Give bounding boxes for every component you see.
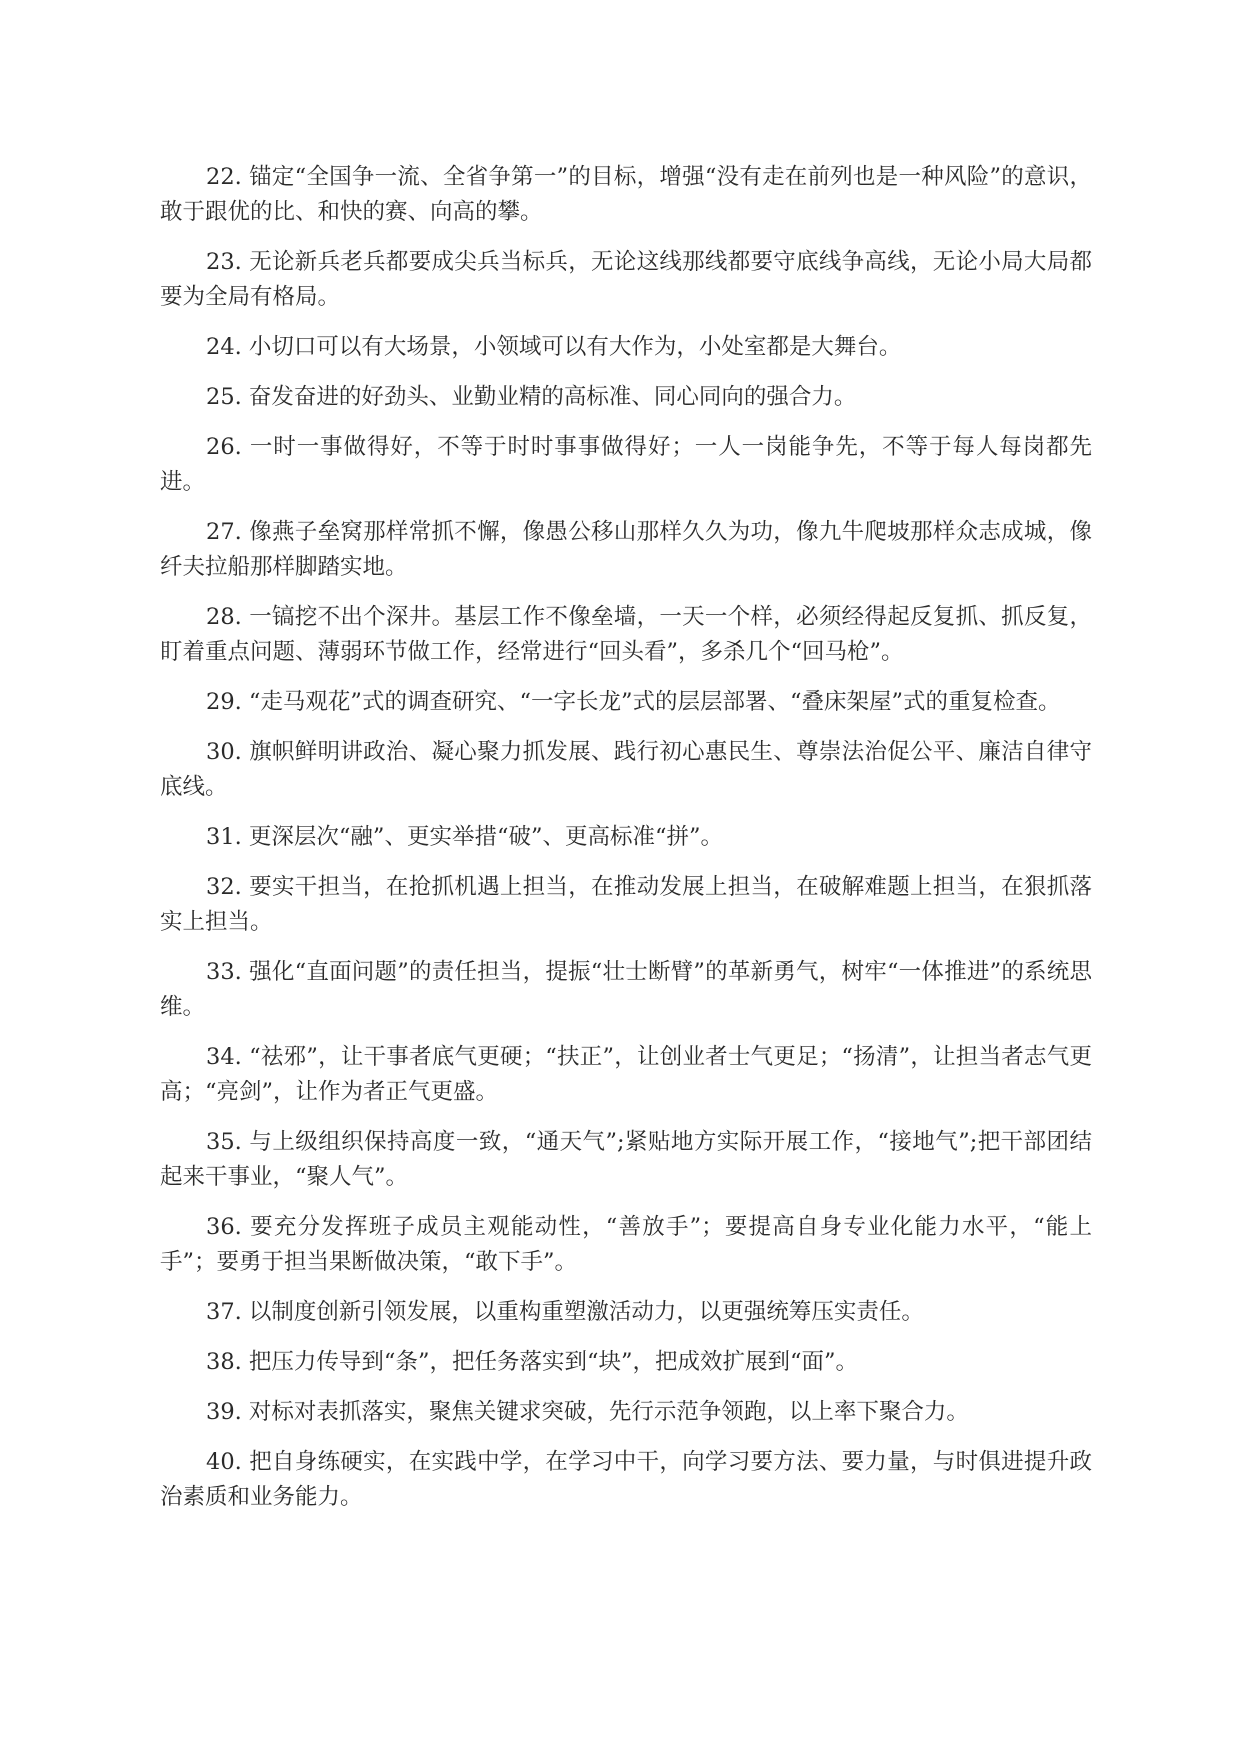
paragraph-30: 30. 旗帜鲜明讲政治、凝心聚力抓发展、践行初心惠民生、尊崇法治促公平、廉洁自律守底线。 (160, 739, 1092, 800)
paragraph-37: 37. 以制度创新引领发展，以重构重塑激活动力，以更强统筹压实责任。 (206, 1299, 924, 1325)
paragraph-34: 34. “祛邪”，让干事者底气更硬；“扶正”，让创业者士气更足；“扬清”，让担当者志气更高；“亮剑”，让作为者正气更盛。 (160, 1044, 1092, 1105)
paragraph-24: 24. 小切口可以有大场景，小领域可以有大作为，小处室都是大舞台。 (206, 334, 902, 360)
paragraph-32: 32. 要实干担当，在抢抓机遇上担当，在推动发展上担当，在破解难题上担当，在狠抓落实上担当。 (160, 874, 1092, 935)
paragraph-22: 22. 锚定“全国争一流、全省争第一”的目标，增强“没有走在前列也是一种风险”的意识，敢于跟优的比、和快的赛、向高的攀。 (160, 164, 1092, 225)
paragraph-23: 23. 无论新兵老兵都要成尖兵当标兵，无论这线那线都要守底线争高线，无论小局大局都要为全局有格局。 (160, 249, 1092, 310)
paragraph-39: 39. 对标对表抓落实，聚焦关键求突破，先行示范争领跑，以上率下聚合力。 (206, 1399, 969, 1425)
paragraph-25: 25. 奋发奋进的好劲头、业勤业精的高标准、同心同向的强合力。 (206, 384, 857, 410)
document-body (160, 160, 1092, 1530)
paragraph-35: 35. 与上级组织保持高度一致，“通天气”;紧贴地方实际开展工作，“接地气”;把干部团结起来干事业，“聚人气”。 (160, 1129, 1092, 1190)
paragraph-40: 40. 把自身练硬实，在实践中学，在学习中干，向学习要方法、要力量，与时俱进提升政治素质和业务能力。 (160, 1449, 1092, 1510)
paragraph-29: 29. “走马观花”式的调查研究、“一字长龙”式的层层部署、“叠床架屋”式的重复检查。 (206, 689, 1061, 715)
paragraph-33: 33. 强化“直面问题”的责任担当，提振“壮士断臂”的革新勇气，树牢“一体推进”的系统思维。 (160, 959, 1092, 1020)
paragraph-31: 31. 更深层次“融”、更实举措“破”、更高标准“拼”。 (206, 824, 723, 850)
paragraph-36: 36. 要充分发挥班子成员主观能动性，“善放手”；要提高自身专业化能力水平，“能上手”；要勇于担当果断做决策，“敢下手”。 (160, 1214, 1092, 1275)
paragraph-26: 26. 一时一事做得好，不等于时时事事做得好；一人一岗能争先，不等于每人每岗都先进。 (160, 434, 1092, 495)
paragraph-27: 27. 像燕子垒窝那样常抓不懈，像愚公移山那样久久为功，像九牛爬坡那样众志成城，像纤夫拉船那样脚踏实地。 (160, 519, 1092, 580)
paragraph-28: 28. 一镐挖不出个深井。基层工作不像垒墙，一天一个样，必须经得起反复抓、抓反复，盯着重点问题、薄弱环节做工作，经常进行“回头看”，多杀几个“回马枪”。 (160, 604, 1092, 665)
paragraph-38: 38. 把压力传导到“条”，把任务落实到“块”，把成效扩展到“面”。 (206, 1349, 858, 1375)
